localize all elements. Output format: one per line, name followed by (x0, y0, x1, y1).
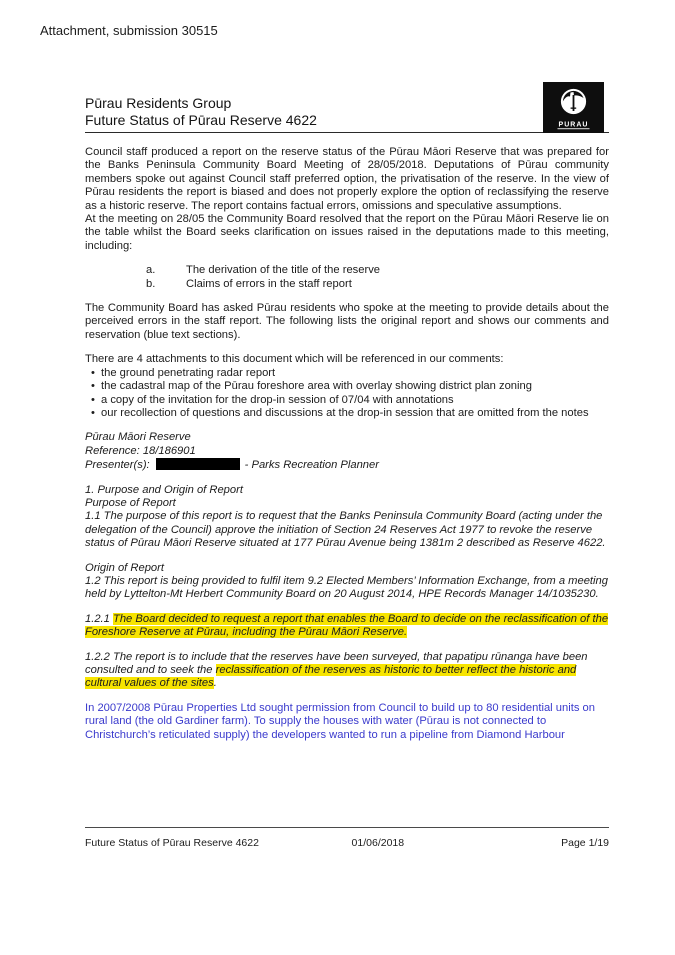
paragraph-1-1: 1.1 The purpose of this report is to request that the Banks Peninsula Community Board (acting under the delegation of the Council) approve the initiation of Section 24 Reserves Act 1977 to revoke the reserve status of Pūrau Māori Reserve situated at 177 Pūrau Avenue being 1381m 2 described as Reserve 4622. (85, 510, 606, 550)
report-meta (85, 431, 609, 472)
list-item-text: The derivation of the title of the reserve (186, 264, 381, 277)
highlighted-text: The Board decided to request a report that enables the Board to decide on the reclassification of the Foreshore Reserve at Pūrau, including the Pūrau Māori Reserve. (85, 612, 609, 639)
document-header (85, 95, 609, 133)
paragraph-1-2-1 (85, 613, 609, 640)
presenter-label: Presenter(s): (85, 459, 150, 472)
reference-number: Reference: 18/186901 (85, 444, 196, 457)
paragraph-text: 1.2.2 The report is to include that the reserves have been surveyed, that papatipu rūnanga have been consulted and to seek the (85, 650, 588, 676)
document-body (85, 146, 609, 742)
footer-date: 01/06/2018 (351, 837, 405, 849)
highlighted-text: reclassification of the reserves as historic to better reflect the historic and cultural values of the sites (85, 664, 577, 690)
section-heading: 1. Purpose and Origin of Report (85, 483, 243, 496)
paragraph-number: 1.2.1 (85, 612, 113, 625)
bullet-icon: • (91, 406, 95, 419)
bullet-icon: • (91, 393, 95, 406)
list-item (85, 278, 609, 291)
section-origin (85, 562, 609, 602)
attachments-list (85, 367, 609, 421)
attachment-note: Attachment, submission 30515 (40, 23, 218, 38)
purau-logo-icon (543, 82, 604, 133)
list-marker: a. (146, 264, 156, 277)
board-request-paragraph: The Community Board has asked Pūrau residents who spoke at the meeting to provide details about the perceived errors in the staff report. The following lists the original report and shows our comments and reservation (blue text sections). (85, 302, 609, 341)
footer-title: Future Status of Pūrau Reserve 4622 (85, 837, 259, 849)
presenter-role: - Parks Recreation Planner (244, 459, 379, 472)
bullet-icon: • (91, 366, 95, 379)
subheading-origin: Origin of Report (85, 561, 164, 574)
list-item (85, 407, 609, 420)
logo-text: PURAU (558, 121, 589, 129)
page-footer (85, 827, 609, 849)
attachments-intro: There are 4 attachments to this document which will be referenced in our comments: (85, 353, 504, 366)
presenter-line (85, 458, 609, 472)
org-name: Pūrau Residents Group (85, 95, 232, 111)
list-item (85, 394, 609, 407)
list-item-text: the ground penetrating radar report (101, 366, 276, 379)
footer-page-number: Page 1/19 (561, 837, 610, 849)
list-item-text: Claims of errors in the staff report (186, 277, 352, 290)
list-item (85, 367, 609, 380)
subheading-purpose: Purpose of Report (85, 496, 176, 509)
page-title: Future Status of Pūrau Reserve 4622 (85, 112, 317, 128)
list-item-text: our recollection of questions and discussions at the drop-in session that are omitted from the notes (101, 406, 589, 419)
paragraph-text-end: . (213, 677, 217, 690)
redaction-box (156, 458, 240, 470)
reserve-name: Pūrau Māori Reserve (85, 431, 191, 444)
intro-paragraph-2: At the meeting on 28/05 the Community Board resolved that the report on the Pūrau Māori Reserve lie on the table whilst the Board seeks clarification on issues raised in the deputations made to this meeting, including: (85, 213, 609, 252)
intro-paragraph-1: Council staff produced a report on the reserve status of the Pūrau Māori Reserve that was prepared for the Banks Peninsula Community Board Meeting of 28/05/2018. Deputations of Pūrau community members spoke out against Council staff preferred option, the privatisation of the reserve. In the view of Pūrau residents the report is biased and does not properly explore the option of reclassifying the reserve as a historic reserve. The report contains factual errors, omissions and speculative assumptions. (85, 146, 609, 212)
bullet-icon: • (91, 380, 95, 393)
purau-logo (543, 82, 604, 133)
list-item (85, 380, 609, 393)
paragraph-1-2-2 (85, 651, 609, 691)
list-item (85, 264, 609, 277)
list-marker: b. (146, 277, 156, 290)
paragraph-1-2: 1.2 This report is being provided to fulfil item 9.2 Elected Members’ Information Exchange, from a meeting held by Lyttelton-Mt Herbert Community Board on 20 August 2014, HPE Records Manager 14/1035230. (85, 574, 608, 601)
list-item-text: the cadastral map of the Pūrau foreshore area with overlay showing district plan zoning (101, 380, 532, 393)
clarification-list (85, 264, 609, 291)
list-item-text: a copy of the invitation for the drop-in session of 07/04 with annotations (101, 393, 454, 406)
residents-comment-blue: In 2007/2008 Pūrau Properties Ltd sought permission from Council to build up to 80 residential units on rural land (the old Gardiner farm). To supply the houses with water (Pūrau is not connected to Christchurch’s reticulated supply) the developers wanted to run a pipeline from Diamond Harbour (85, 701, 595, 741)
section-purpose (85, 484, 609, 551)
